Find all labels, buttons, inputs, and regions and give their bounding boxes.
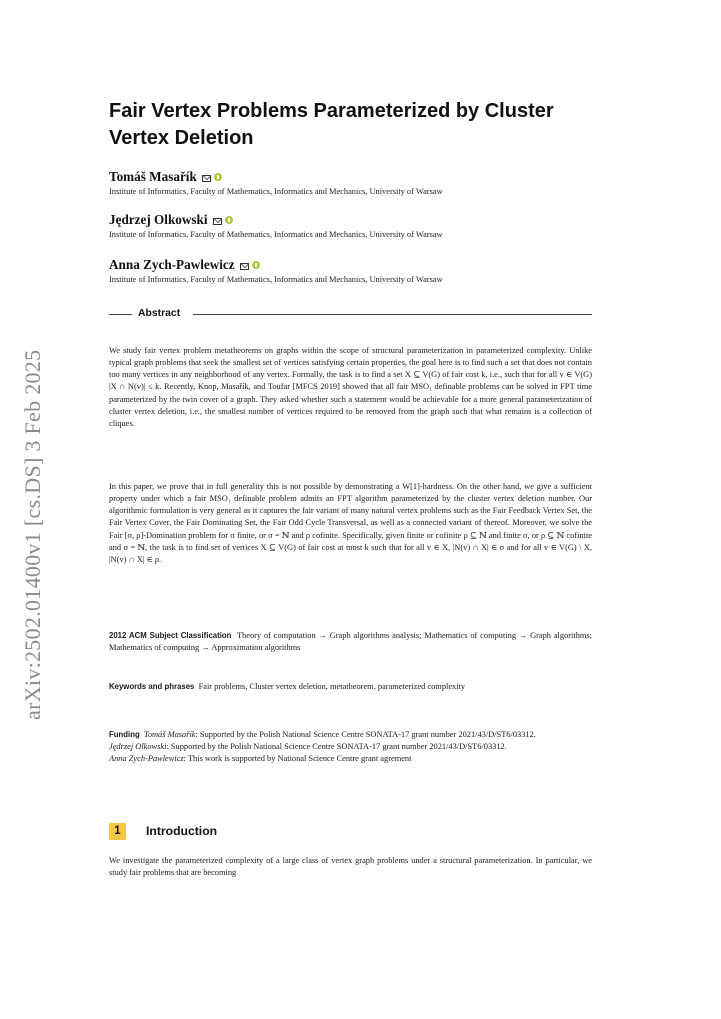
section-number: 1 <box>109 823 126 840</box>
author-name: Anna Zych-Pawlewicz <box>109 257 235 272</box>
orcid-icon[interactable] <box>214 173 222 181</box>
funding <box>109 729 592 765</box>
author-name: Jędrzej Olkowski <box>109 212 208 227</box>
divider <box>109 314 132 315</box>
acm-text: Theory of computation → Graph algorithms analysis; Mathematics of computing → Graph algorithms; Mathematics of computing → Approximation algorithms <box>109 631 592 653</box>
funding-text: : Supported by the Polish National Science Centre SONATA-17 grant number 2021/43/D/ST6/03312. <box>166 742 507 752</box>
author-affiliation: Institute of Informatics, Faculty of Mathematics, Informatics and Mechanics, University of Warsaw <box>109 187 443 196</box>
keywords-text: Fair problems, Cluster vertex deletion, metatheorem, parameterized complexity <box>198 682 466 691</box>
keywords <box>109 681 592 693</box>
intro-paragraph: We investigate the parameterized complexity of a large class of vertex graph problems under a structural parameterization. In particular, we study fair problems that are becoming <box>109 856 592 878</box>
arxiv-stamp: arXiv:2502.01400v1 [cs.DS] 3 Feb 2025 <box>20 349 45 720</box>
author-block <box>109 166 609 197</box>
funding-text: : This work is supported by National Science Centre grant agrement <box>183 754 412 764</box>
author-affiliation: Institute of Informatics, Faculty of Mathematics, Informatics and Mechanics, University of Warsaw <box>109 230 443 239</box>
author-affiliation: Institute of Informatics, Faculty of Mathematics, Informatics and Mechanics, University of Warsaw <box>109 275 443 284</box>
funding-text: : Supported by the Polish National Science Centre SONATA-17 grant number 2021/43/D/ST6/03312. <box>195 730 536 739</box>
funding-who: Tomáš Masařík <box>143 730 196 739</box>
orcid-icon[interactable] <box>252 261 260 269</box>
orcid-icon[interactable] <box>225 216 233 224</box>
acm-classification <box>109 630 592 654</box>
keywords-label: Keywords and phrases <box>109 682 195 691</box>
paper-title: Fair Vertex Problems Parameterized by Cluster Vertex Deletion <box>109 100 554 149</box>
funding-label: Funding <box>109 730 140 739</box>
author-name: Tomáš Masařík <box>109 169 197 184</box>
email-icon[interactable] <box>202 175 211 182</box>
email-icon[interactable] <box>240 263 249 270</box>
funding-who: Anna Zych-Pawlewicz <box>109 754 184 764</box>
section-title: Introduction <box>146 824 218 838</box>
author-block <box>109 254 609 285</box>
funding-who: Jędrzej Olkowski <box>109 742 167 752</box>
acm-label: 2012 ACM Subject Classification <box>109 631 232 640</box>
abstract-heading <box>109 307 592 321</box>
abstract-label: Abstract <box>138 308 181 319</box>
abstract-paragraph-1: We study fair vertex problem metatheorems on graphs within the scope of structural parameterization in parameterized complexity. Unlike typical graph problems that seek the smallest set of vertices satisfying certain properties, the goal here is to find such a set that does not contain too many vertices in any neighborhood of any vertex. Formally, the task is to find a set X ⊆ V(G) of fair cost k, i.e., such that for all v ∈ V(G) |X ∩ N(v)| ≤ k. Recently, Knop, Masařík, and Toufar [MFCS 2019] showed that all fair MSO₁ definable problems can be solved in FPT time parameterized by the twin cover of a graph. They asked whether such a statement would be achievable for a more general parameterization of cluster vertex deletion, i.e., the smallest number of vertices required to be removed from the graph such that what remains is a collection of cliques. <box>109 346 592 428</box>
email-icon[interactable] <box>213 218 222 225</box>
author-block <box>109 209 609 240</box>
section-heading <box>109 823 592 841</box>
abstract-paragraph-2: In this paper, we prove that in full generality this is not possible by demonstrating a W[1]-hardness. On the other hand, we give a sufficient property under which a fair MSO₁ definable problem admits an FPT algorithm parameterized by the cluster vertex deletion number. Our algorithmic formulation is very general as it captures the fair variant of many natural vertex problems such as the Fair Feedback Vertex Set, the Fair Vertex Cover, the Fair Dominating Set, the Fair Odd Cycle Transversal, as well as a connected variant of thereof. Moreover, we solve the Fair [σ, ρ]-Domination problem for σ finite, or σ = ℕ and ρ cofinite. Specifically, given finite or cofinite ρ ⊆ ℕ and finite σ, or ρ ⊆ ℕ cofinite and σ = ℕ, the task is to find set of vertices X ⊆ V(G) of fair cost at most k such that for all v ∈ X, |N(v) ∩ X| ∈ σ and for all v ∈ V(G) \ X, |N(v) ∩ X| ∈ ρ. <box>109 482 592 564</box>
divider <box>193 314 592 315</box>
